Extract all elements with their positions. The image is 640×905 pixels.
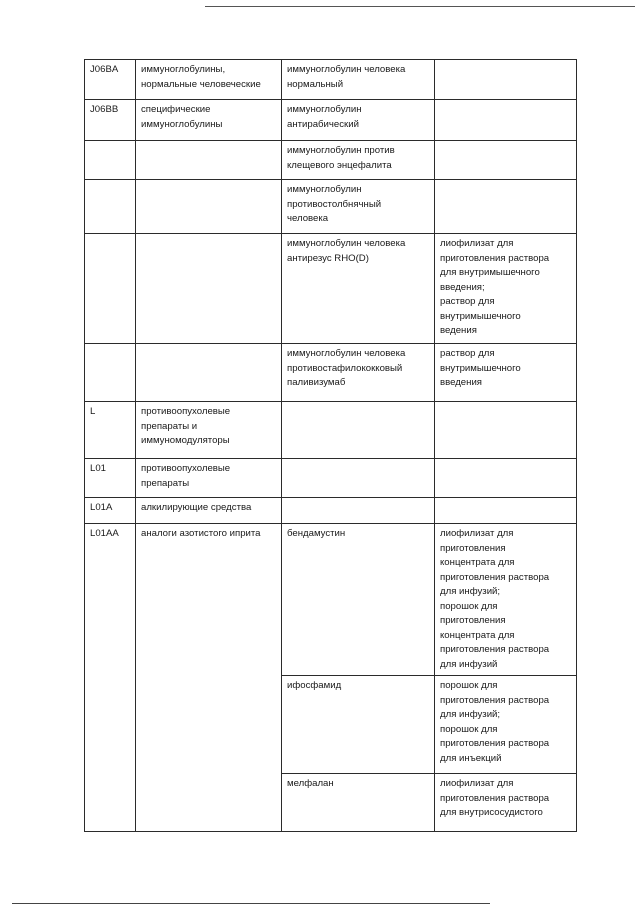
table-row xyxy=(85,60,577,100)
drug-cell: иммуноглобулин человека антирезус RHO(D) xyxy=(282,234,435,344)
dosage-form-cell xyxy=(435,180,577,234)
group-cell: противоопухолевые препараты и иммуномодуляторы xyxy=(136,402,282,459)
drug-cell: бендамустин xyxy=(282,524,435,676)
drug-cell: иммуноглобулин противостолбнячный человека xyxy=(282,180,435,234)
group-cell: специфические иммуноглобулины xyxy=(136,100,282,141)
group-cell: противоопухолевые препараты xyxy=(136,459,282,498)
dosage-form-cell xyxy=(435,402,577,459)
drug-cell: иммуноглобулин человека противостафилококковый паливизумаб xyxy=(282,344,435,402)
table-row xyxy=(85,141,577,180)
table-row xyxy=(85,498,577,524)
dosage-form-cell xyxy=(435,459,577,498)
table-row xyxy=(85,459,577,498)
atc-code-cell xyxy=(85,141,136,180)
dosage-form-cell: лиофилизат для приготовления концентрата для приготовления раствора для инфузий; порошок для приготовления концентрата для приготовления раствора для инфузий xyxy=(435,524,577,676)
atc-code-cell xyxy=(85,234,136,344)
atc-code-cell: L01 xyxy=(85,459,136,498)
scan-bottom-rule xyxy=(12,903,490,904)
group-cell: алкилирующие средства xyxy=(136,498,282,524)
table-row xyxy=(85,402,577,459)
drug-list-table xyxy=(84,59,577,832)
atc-code-cell: L xyxy=(85,402,136,459)
atc-code-cell xyxy=(85,344,136,402)
dosage-form-cell xyxy=(435,100,577,141)
group-cell xyxy=(136,180,282,234)
drug-cell xyxy=(282,402,435,459)
dosage-form-cell xyxy=(435,141,577,180)
drug-cell: мелфалан xyxy=(282,774,435,832)
drug-cell: ифосфамид xyxy=(282,676,435,774)
table-row xyxy=(85,524,577,676)
table-row xyxy=(85,100,577,141)
group-cell: иммуноглобулины, нормальные человеческие xyxy=(136,60,282,100)
table-row xyxy=(85,180,577,234)
dosage-form-cell: порошок для приготовления раствора для инфузий; порошок для приготовления раствора для инъекций xyxy=(435,676,577,774)
atc-code-cell: J06BA xyxy=(85,60,136,100)
dosage-form-cell: раствор для внутримышечного введения xyxy=(435,344,577,402)
group-cell xyxy=(136,141,282,180)
atc-code-cell xyxy=(85,180,136,234)
drug-cell xyxy=(282,459,435,498)
table-row xyxy=(85,344,577,402)
drug-cell: иммуноглобулин антирабический xyxy=(282,100,435,141)
scan-top-rule xyxy=(205,6,635,7)
group-cell xyxy=(136,234,282,344)
dosage-form-cell: лиофилизат для приготовления раствора для внутримышечного введения; раствор для внутримышечного ведения xyxy=(435,234,577,344)
drug-cell: иммуноглобулин человека нормальный xyxy=(282,60,435,100)
group-cell xyxy=(136,344,282,402)
dosage-form-cell xyxy=(435,498,577,524)
table-row xyxy=(85,234,577,344)
drug-cell: иммуноглобулин против клещевого энцефалита xyxy=(282,141,435,180)
atc-code-cell: L01A xyxy=(85,498,136,524)
atc-code-cell: L01AA xyxy=(85,524,136,832)
dosage-form-cell xyxy=(435,60,577,100)
dosage-form-cell: лиофилизат для приготовления раствора для внутрисосудистого xyxy=(435,774,577,832)
drug-cell xyxy=(282,498,435,524)
group-cell: аналоги азотистого иприта xyxy=(136,524,282,832)
atc-code-cell: J06BB xyxy=(85,100,136,141)
